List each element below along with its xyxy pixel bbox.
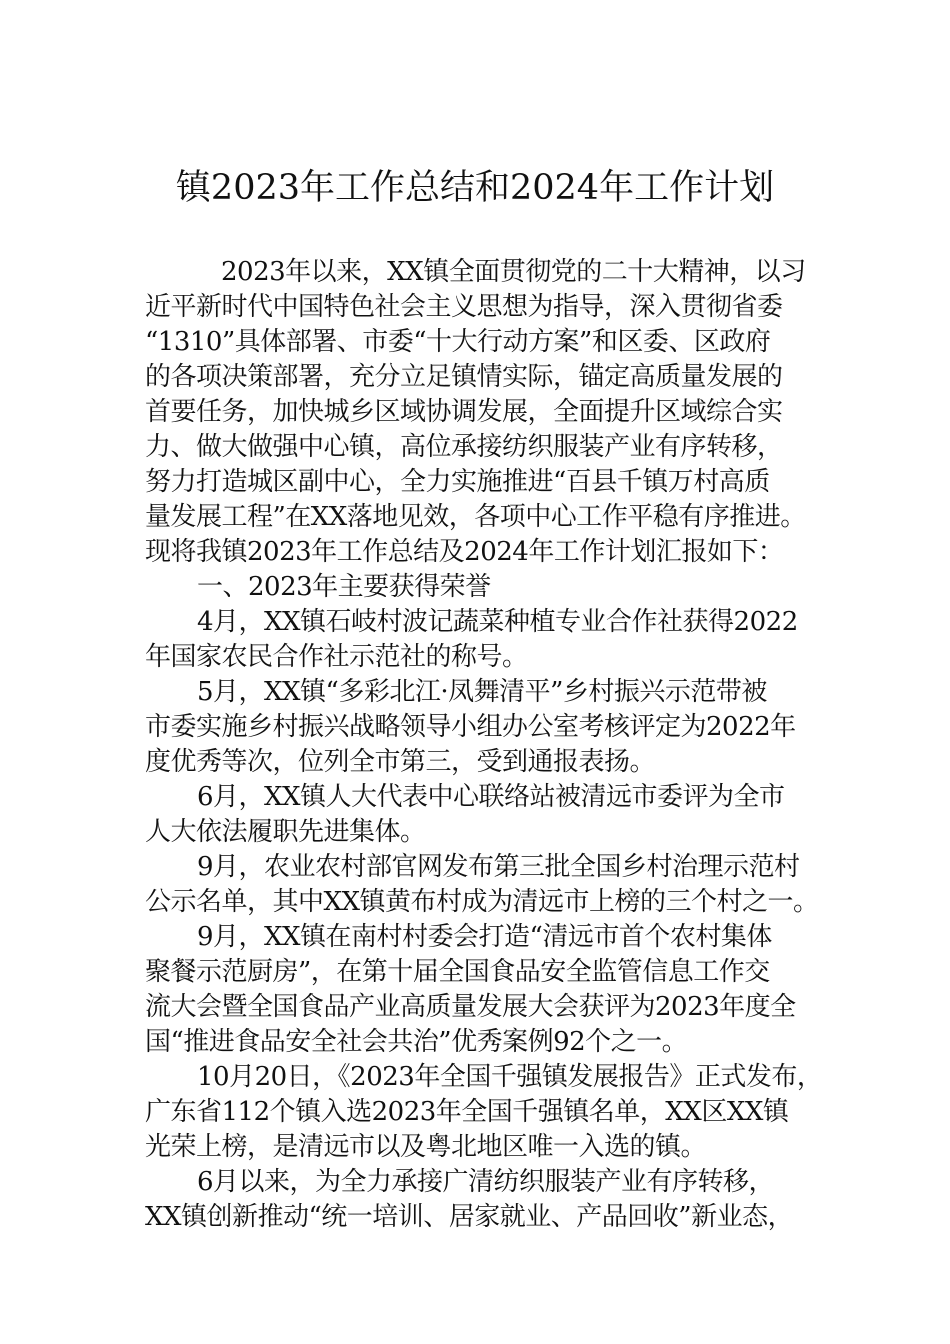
document-body bbox=[145, 255, 823, 1235]
body-text-line: 市委实施乡村振兴战略领导小组办公室考核评定为2022年 bbox=[145, 712, 796, 742]
body-text-line: 2023年以来，XX镇全面贯彻党的二十大精神，以习 bbox=[221, 257, 806, 287]
body-text-line: 首要任务，加快城乡区域协调发展，全面提升区域综合实 bbox=[145, 397, 783, 427]
body-text-line: 一、2023年主要获得荣誉 bbox=[197, 572, 491, 602]
body-text-line: 聚餐示范厨房”，在第十届全国食品安全监管信息工作交 bbox=[145, 957, 770, 987]
body-text-line: 量发展工程”在XX落地见效，各项中心工作平稳有序推进。 bbox=[145, 502, 806, 532]
body-text-line: 光荣上榜，是清远市以及粤北地区唯一入选的镇。 bbox=[145, 1132, 707, 1162]
body-text-line: 努力打造城区副中心，全力实施推进“百县千镇万村高质 bbox=[145, 467, 770, 497]
body-text-line: 10月20日，《2023年全国千强镇发展报告》正式发布， bbox=[197, 1062, 823, 1092]
body-text-line: 5月，XX镇“多彩北江·凤舞清平”乡村振兴示范带被 bbox=[197, 677, 767, 707]
body-text-line: 现将我镇2023年工作总结及2024年工作计划汇报如下： bbox=[145, 537, 784, 567]
body-text-line: 4月，XX镇石岐村波记蔬菜种植专业合作社获得2022 bbox=[197, 607, 798, 637]
body-text-line: 度优秀等次，位列全市第三，受到通报表扬。 bbox=[145, 747, 656, 777]
body-text-line: 9月，农业农村部官网发布第三批全国乡村治理示范村 bbox=[197, 852, 800, 882]
body-text-line: “1310”具体部署、市委“十大行动方案”和区委、区政府 bbox=[145, 327, 771, 357]
body-text-line: 年国家农民合作社示范社的称号。 bbox=[145, 642, 528, 672]
body-text-line: XX镇创新推动“统一培训、居家就业、产品回收”新业态， bbox=[145, 1202, 794, 1232]
body-text-line: 的各项决策部署，充分立足镇情实际，锚定高质量发展的 bbox=[145, 362, 783, 392]
body-text-line: 6月以来，为全力承接广清纺织服装产业有序转移， bbox=[197, 1167, 775, 1197]
body-text-line: 近平新时代中国特色社会主义思想为指导，深入贯彻省委 bbox=[145, 292, 783, 322]
document-title: 镇2023年工作总结和2024年工作计划 bbox=[175, 168, 775, 208]
body-text-line: 流大会暨全国食品产业高质量发展大会获评为2023年度全 bbox=[145, 992, 796, 1022]
body-text-line: 国“推进食品安全社会共治”优秀案例92个之一。 bbox=[145, 1027, 688, 1057]
body-text-line: 公示名单，其中XX镇黄布村成为清远市上榜的三个村之一。 bbox=[145, 887, 819, 917]
body-text-line: 广东省112个镇入选2023年全国千强镇名单，XX区XX镇 bbox=[145, 1097, 789, 1127]
body-text-line: 9月，XX镇在南村村委会打造“清远市首个农村集体 bbox=[197, 922, 772, 952]
body-text-line: 6月，XX镇人大代表中心联络站被清远市委评为全市 bbox=[197, 782, 785, 812]
body-text-line: 力、做大做强中心镇，高位承接纺织服装产业有序转移， bbox=[145, 432, 783, 462]
body-text-line: 人大依法履职先进集体。 bbox=[145, 817, 426, 847]
